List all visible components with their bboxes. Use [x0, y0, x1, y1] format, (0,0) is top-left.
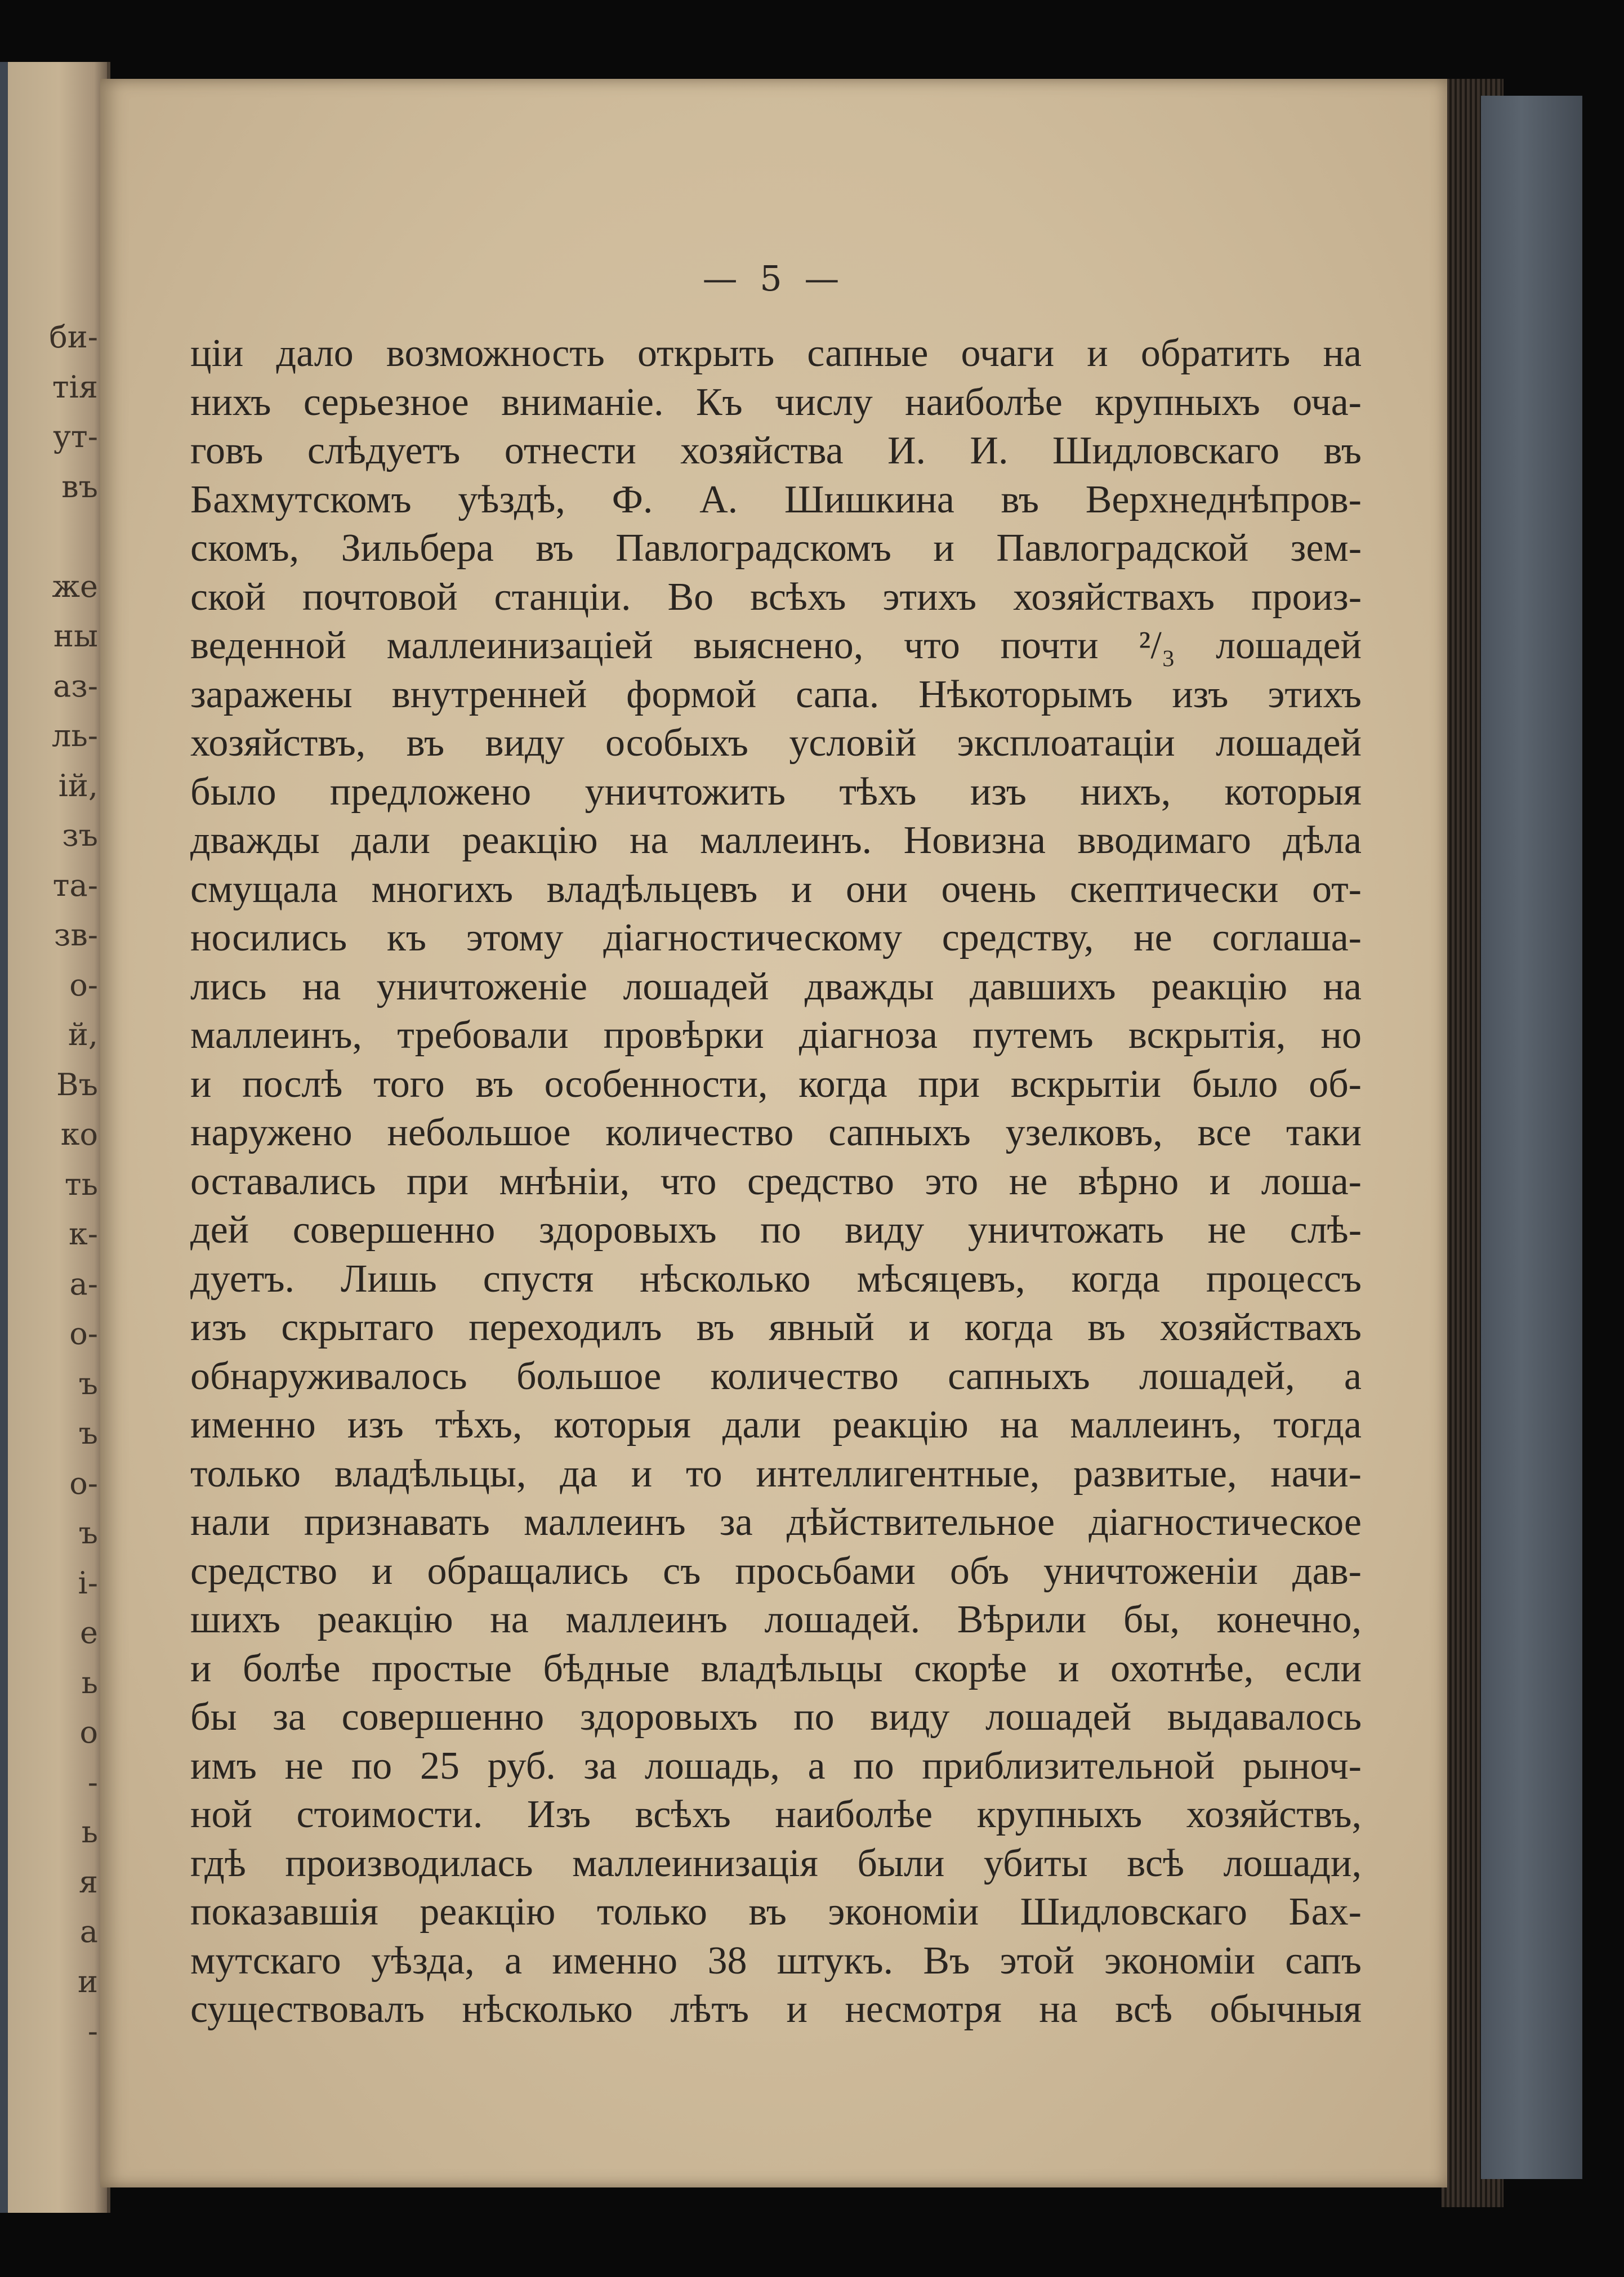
fragment-line: ть	[64, 1166, 98, 1202]
text-line: имъ не по 25 руб. за лошадь, а по приблизительной рыноч-	[190, 1744, 1362, 1788]
right-cover-edge	[1481, 96, 1582, 2179]
text-line: смущала многихъ владѣльцевъ и они очень скептически от-	[190, 867, 1362, 911]
fragment-line: і-	[78, 1565, 98, 1601]
fragment-line: й,	[68, 1017, 98, 1052]
text-line: говъ слѣдуетъ отнести хозяйства И. И. Шидловскаго въ	[190, 429, 1362, 472]
fragment-line: я	[78, 1864, 98, 1900]
fragment-line: ь	[81, 1664, 98, 1700]
fragment-line: о-	[69, 1465, 98, 1501]
fragment-line: о-	[69, 967, 98, 1003]
text-line: заражены внутренней формой сапа. Нѣкоторымъ изъ этихъ	[190, 672, 1362, 716]
text-line: существовалъ нѣсколько лѣтъ и несмотря на всѣ обычныя	[190, 1988, 1362, 2031]
text-line: изъ скрытаго переходилъ въ явный и когда въ хозяйствахъ	[190, 1306, 1362, 1349]
fragment-line: та-	[52, 867, 98, 903]
text-line: обнаруживалось большое количество сапныхъ лошадей, а	[190, 1354, 1362, 1398]
fragment-line: ь	[81, 1814, 98, 1850]
fragment-line: ны	[53, 618, 98, 654]
fragment-line: аз-	[53, 668, 98, 704]
text-line: наружено небольшое количество сапныхъ узелковъ, все таки	[190, 1111, 1362, 1154]
text-line: дуетъ. Лишь спустя нѣсколько мѣсяцевъ, когда процессъ	[190, 1257, 1362, 1301]
fragment-line: ль-	[52, 718, 98, 753]
book-page	[100, 79, 1447, 2187]
fragment-line: зъ	[62, 818, 98, 853]
fragment-line: е	[80, 1615, 98, 1650]
fragment-line: -	[87, 2013, 98, 2049]
text-line: было предложено уничтожить тѣхъ изъ нихъ, которыя	[190, 770, 1362, 814]
fragment-line: к-	[69, 1216, 98, 1252]
previous-page-text-fragments	[0, 312, 101, 2057]
page-number: — 5 —	[702, 258, 845, 299]
fragment-line: -	[87, 1764, 98, 1800]
text-line: носились къ этому діагностическому средству, не соглаша-	[190, 916, 1362, 959]
fragment-line: ъ	[78, 1515, 98, 1551]
text-line: хозяйствъ, въ виду особыхъ условій эксплоатаціи лошадей	[190, 721, 1362, 765]
text-line: лись на уничтоженіе лошадей дважды давшихъ реакцію на	[190, 965, 1362, 1008]
text-line: бы за совершенно здоровыхъ по виду лошадей выдавалось	[190, 1695, 1362, 1739]
text-line: и болѣе простые бѣдные владѣльцы скорѣе и охотнѣе, если	[190, 1646, 1362, 1690]
text-line: только владѣльцы, да и то интеллигентные, развитые, начи-	[190, 1452, 1362, 1495]
text-line: оставались при мнѣніи, что средство это не вѣрно и лоша-	[190, 1159, 1362, 1203]
fragment-line: ій,	[58, 767, 98, 803]
text-line: шихъ реакцію на маллеинъ лошадей. Вѣрили бы, конечно,	[190, 1598, 1362, 1641]
fragment-line: тія	[52, 369, 98, 405]
text-line: нихъ серьезное вниманіе. Къ числу наиболѣе крупныхъ оча-	[190, 380, 1362, 424]
text-line: маллеинъ, требовали провѣрки діагноза путемъ вскрытія, но	[190, 1014, 1362, 1057]
text-line: скомъ, Зильбера въ Павлоградскомъ и Павлоградской зем-	[190, 526, 1362, 570]
text-line: нали признавать маллеинъ за дѣйствительное діагностическое	[190, 1501, 1362, 1544]
text-line: гдѣ производилась маллеинизація были убиты всѣ лошади,	[190, 1841, 1362, 1885]
text-line: именно изъ тѣхъ, которыя дали реакцію на маллеинъ, тогда	[190, 1403, 1362, 1446]
fragment-line: же	[52, 568, 98, 604]
text-line: Бахмутскомъ уѣздѣ, Ф. А. Шишкина въ Верхнеднѣпров-	[190, 477, 1362, 521]
text-line: веденной маллеинизаціей выяснено, что почти ²/₃ лошадей	[190, 624, 1362, 667]
fragment-line: Въ	[56, 1066, 98, 1102]
fragment-line: а	[79, 1914, 98, 1949]
fragment-line: ут-	[53, 419, 98, 454]
fragment-line: а-	[69, 1266, 98, 1302]
text-line: ной стоимости. Изъ всѣхъ наиболѣе крупныхъ хозяйствъ,	[190, 1793, 1362, 1836]
text-line: средство и обращались съ просьбами объ уничтоженіи дав-	[190, 1549, 1362, 1593]
text-line: мутскаго уѣзда, а именно 38 штукъ. Въ этой экономіи сапъ	[190, 1939, 1362, 1983]
text-line: дей совершенно здоровыхъ по виду уничтожать не слѣ-	[190, 1208, 1362, 1252]
text-line: ціи дало возможность открыть сапные очаги и обратить на	[190, 332, 1362, 375]
fragment-line: зв-	[53, 917, 98, 953]
fragment-line: би-	[49, 319, 98, 355]
fragment-line: о-	[69, 1316, 98, 1351]
text-line: ской почтовой станціи. Во всѣхъ этихъ хозяйствахъ произ-	[190, 575, 1362, 619]
text-line: и послѣ того въ особенности, когда при вскрытіи было об-	[190, 1062, 1362, 1106]
fragment-line: ъ	[78, 1416, 98, 1451]
fragment-line	[0, 512, 101, 562]
fragment-line: ъ	[78, 1365, 98, 1401]
fragment-line: о	[79, 1715, 98, 1750]
fragment-line: въ	[61, 468, 98, 504]
fragment-line: ко	[60, 1117, 98, 1152]
fragment-line: и	[78, 1963, 98, 1999]
text-line: показавшія реакцію только въ экономіи Шидловскаго Бах-	[190, 1890, 1362, 1934]
page-body-text	[190, 329, 1362, 2034]
text-line: дважды дали реакцію на маллеинъ. Новизна вводимаго дѣла	[190, 819, 1362, 862]
